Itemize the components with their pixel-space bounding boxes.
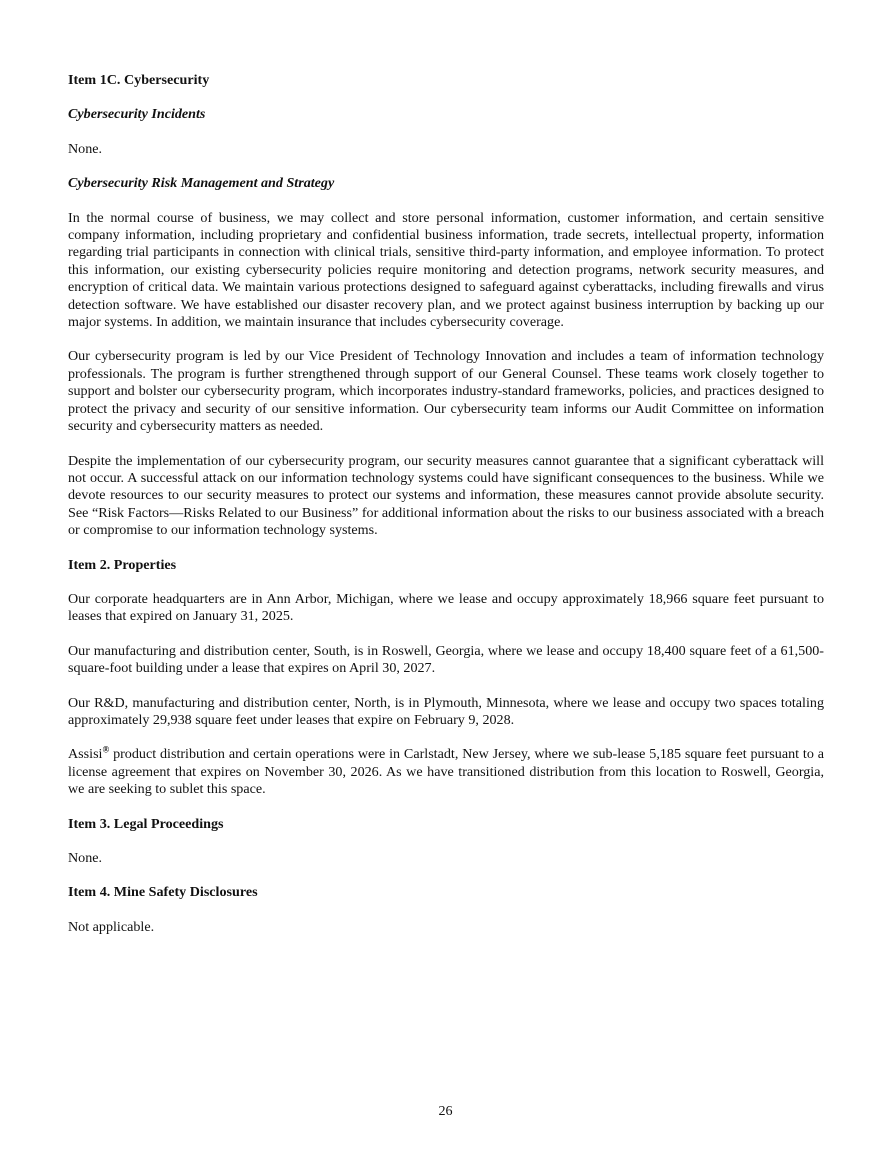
item-4-heading: Item 4. Mine Safety Disclosures — [68, 884, 258, 901]
properties-paragraph-4-text: product distribution and certain operations were in Carlstadt, New Jersey, where we sub-lease 5,185 square feet pursuant to a license agreement that expires on November 30, 2026. As we have transitioned distribution from this location to Roswell, Georgia, we are seeking to sublet this space. — [68, 746, 824, 798]
item-3-heading: Item 3. Legal Proceedings — [68, 815, 224, 832]
properties-paragraph-4 — [68, 746, 824, 798]
cybersecurity-paragraph-2: Our cybersecurity program is led by our Vice President of Technology Innovation and includes a team of information technology professionals. The program is further strengthened through support of our General Counsel. These teams work closely together to support and bolster our cybersecurity program, which incorporates industry-standard frameworks, policies, and practices designed to protect the privacy and security of our sensitive information. Our cybersecurity team informs our Audit Committee on information security and cybersecurity matters as needed. — [68, 348, 824, 435]
assisi-brand: Assisi — [68, 746, 103, 763]
mine-safety-text: Not applicable. — [68, 918, 155, 935]
cybersecurity-incidents-text: None. — [68, 140, 103, 157]
cybersecurity-incidents-heading: Cybersecurity Incidents — [68, 106, 206, 123]
properties-paragraph-2: Our manufacturing and distribution center, South, is in Roswell, Georgia, where we lease and occupy 18,400 square feet of a 61,500-square-foot building under a lease that expires on April 30, 2027. — [68, 642, 824, 677]
page-number: 26 — [438, 1103, 453, 1119]
properties-paragraph-1: Our corporate headquarters are in Ann Arbor, Michigan, where we lease and occupy approximately 18,966 square feet pursuant to leases that expired on January 31, 2025. — [68, 590, 824, 625]
legal-proceedings-text: None. — [68, 850, 103, 866]
properties-paragraph-3: Our R&D, manufacturing and distribution center, North, is in Plymouth, Minnesota, where we lease and occupy two spaces totaling approximately 29,938 square feet under leases that expire on February 9, 2028. — [68, 694, 824, 728]
cybersecurity-paragraph-1: In the normal course of business, we may collect and store personal information, customer information, and certain sensitive company information, including proprietary and confidential business information, trade secrets, intellectual property, information regarding trial participants in connection with clinical trials, sensitive third-party information, and employee information. To protect this information, our existing cybersecurity policies require monitoring and detection programs, network security measures, and encryption of critical data. We maintain various protections designed to safeguard against cyberattacks, including firewalls and virus detection software. We have established our disaster recovery plan, and we protect against business interruption by backing up our major systems. In addition, we maintain insurance that includes cybersecurity coverage. — [68, 209, 824, 331]
risk-management-heading: Cybersecurity Risk Management and Strategy — [68, 175, 335, 192]
item-2-heading: Item 2. Properties — [68, 556, 177, 573]
document-page — [68, 72, 824, 953]
item-1c-heading: Item 1C. Cybersecurity — [68, 72, 210, 88]
registered-mark: ® — [102, 744, 110, 755]
cybersecurity-paragraph-3: Despite the implementation of our cybersecurity program, our security measures cannot guarantee that a significant cyberattack will not occur. A successful attack on our information technology systems could have significant consequences to the business. While we devote resources to our security measures to protect our systems and information, these measures cannot provide absolute security. See “Risk Factors—Risks Related to our Business” for additional information about the risks to our business associated with a breach or compromise to our information technology systems. — [68, 452, 824, 539]
